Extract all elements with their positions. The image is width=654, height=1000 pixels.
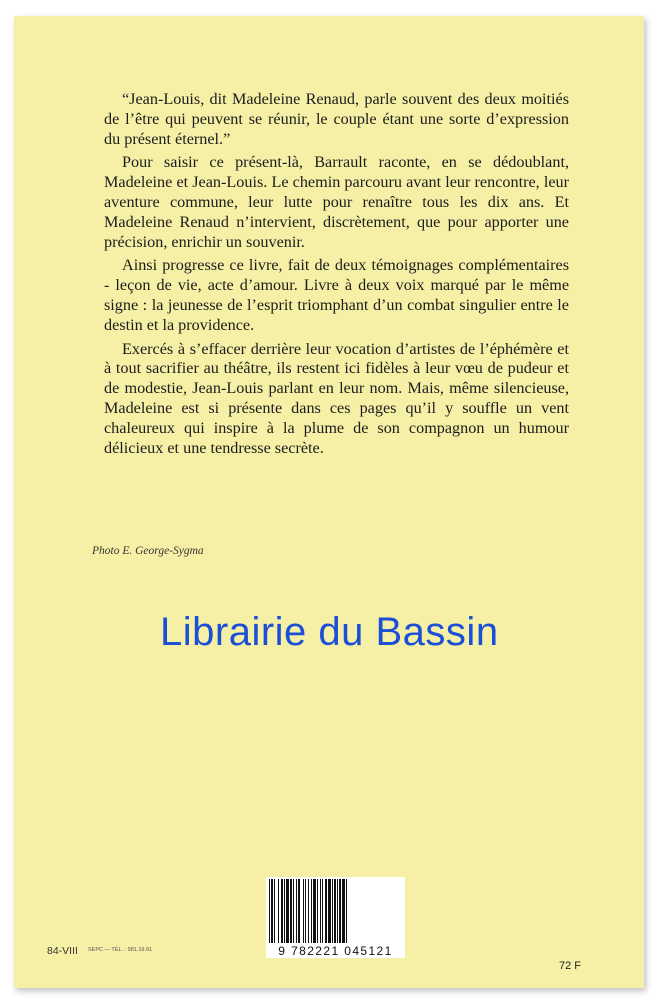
- barcode-bar: [346, 879, 347, 943]
- barcode-bar: [305, 879, 306, 943]
- barcode-bar: [298, 879, 300, 943]
- isbn-digits: 9 782221 045121: [266, 944, 405, 958]
- barcode-bar: [290, 879, 292, 943]
- barcode-bar: [274, 879, 275, 943]
- back-cover-blurb: [104, 90, 569, 462]
- barcode-bar: [320, 879, 321, 943]
- bookseller-watermark: Librairie du Bassin: [160, 610, 499, 654]
- barcode-bar: [278, 879, 279, 943]
- barcode-bar: [308, 879, 309, 943]
- blurb-paragraph: Ainsi progresse ce livre, fait de deux témoignages complémentaires - leçon de vie, acte d’amour. Livre à deux voix marqué par le même signe : la jeunesse de l’esprit triomphant d’un combat singulier entre le destin et la providence.: [104, 256, 569, 334]
- printer-info: SEPC — TÉL. : 981.19.91: [88, 947, 153, 953]
- barcode-bar: [281, 879, 283, 943]
- barcode-bar: [286, 879, 289, 943]
- print-code: 84-VIII: [47, 945, 78, 957]
- price-label: 72 F: [559, 960, 582, 972]
- barcode-bar: [296, 879, 297, 943]
- barcode-bar: [293, 879, 294, 943]
- barcode-bar: [334, 879, 336, 943]
- barcode-bar: [313, 879, 316, 943]
- blurb-paragraph: Pour saisir ce présent-là, Barrault raconte, en se dédoublant, Madeleine et Jean-Louis. Le chemin parcouru avant leur rencontre, leur aventure commune, leur lutte pour renaître tous les dix ans. Et Madeleine Renaud n’intervient, discrètement, que pour apporter une précision, enrichir un souvenir.: [104, 153, 569, 251]
- barcode-bar: [322, 879, 323, 943]
- isbn-barcode: [266, 877, 405, 957]
- barcode-bar: [271, 879, 273, 943]
- photo-credit: Photo E. George-Sygma: [92, 545, 204, 557]
- barcode-bar: [337, 879, 338, 943]
- barcode-bar: [269, 879, 270, 943]
- barcode-bar: [332, 879, 333, 943]
- barcode-bar: [325, 879, 327, 943]
- barcode-bars: [266, 877, 405, 945]
- blurb-paragraph: Exercés à s’effacer derrière leur vocation d’artistes de l’éphémère et à tout sacrifier au théâtre, ils restent ici fidèles à leur vœu de pudeur et de modestie, Jean-Louis parlant en leur nom. Mais, même silencieuse, Madeleine est si présente dans ces pages qu’il y souffle un vent chaleureux qui inspire à la plume de son compagnon un humour délicieux et une tendresse secrète.: [104, 339, 569, 457]
- barcode-bar: [303, 879, 304, 943]
- barcode-bar: [339, 879, 341, 943]
- barcode-bar: [311, 879, 312, 943]
- barcode-bar: [328, 879, 331, 943]
- blurb-paragraph: “Jean-Louis, dit Madeleine Renaud, parle souvent des deux moitiés de l’être qui peuvent se réunir, le couple étant une sorte d’expression du présent éternel.”: [104, 90, 569, 148]
- barcode-bar: [342, 879, 345, 943]
- barcode-bar: [284, 879, 285, 943]
- barcode-bar: [317, 879, 318, 943]
